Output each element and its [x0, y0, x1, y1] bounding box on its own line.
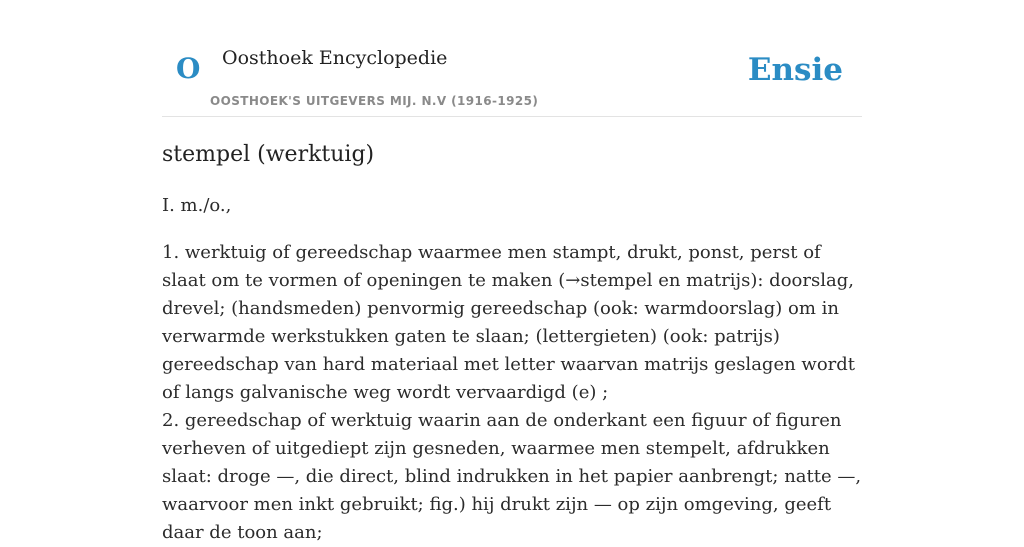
site-subtitle: OOSTHOEK'S UITGEVERS MIJ. N.V (1916-1925) [210, 94, 539, 108]
cross-reference-link[interactable]: →stempel en matrijs [565, 270, 751, 291]
site-header [162, 0, 862, 117]
sense-1 [162, 239, 866, 407]
logo-mark[interactable]: O [176, 52, 201, 85]
sense-1-text-after: ): doorslag, drevel; (handsmeden) penvormig gereedschap (ook: warmdoorslag) om in verwarmde werkstukken gaten te slaan; (lettergieten) (ook: patrijs) gereedschap van hard materiaal met letter waarvan matrijs geslagen wordt of langs galvanische weg wordt vervaardigd (e) ; [162, 270, 856, 403]
ensie-brand-link[interactable]: Ensie [747, 52, 843, 88]
entry-grammar: I. m./o., [162, 195, 232, 216]
sense-2: 2. gereedschap of werktuig waarin aan de onderkant een figuur of figuren verheven of uitgediept zijn gesneden, waarmee men stempelt, afdrukken slaat: droge —, die direct, blind indrukken in het papier aanbrengt; natte —, waarvoor men inkt gebruikt; fig.) hij drukt zijn — op zijn omgeving, geeft daar de toon aan; [162, 410, 862, 543]
entry-body [162, 239, 866, 547]
sense-1-text-before: 1. werktuig of gereedschap waarmee men stampt, drukt, ponst, perst of slaat om te vormen of openingen te maken ( [162, 242, 821, 291]
entry-title: stempel (werktuig) [162, 142, 375, 167]
page [162, 0, 862, 543]
site-title[interactable]: Oosthoek Encyclopedie [222, 47, 448, 69]
